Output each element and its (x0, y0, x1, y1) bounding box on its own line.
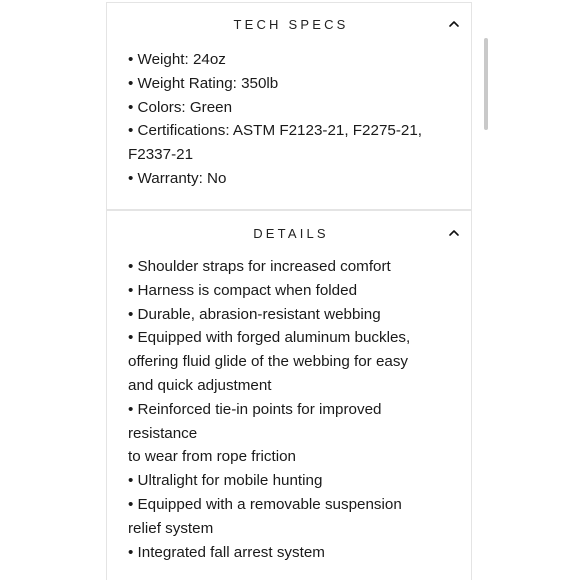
detail-line: offering fluid glide of the webbing for easy (128, 353, 409, 371)
tech-specs-body (107, 45, 471, 191)
detail-line: resistance (128, 424, 198, 442)
detail-line: • Equipped with a removable suspension (128, 495, 402, 513)
tech-specs-header[interactable] (107, 3, 471, 45)
details-accordion (106, 210, 472, 580)
tech-specs-accordion (106, 2, 472, 210)
details-body (107, 255, 471, 564)
detail-line: • Durable, abrasion-resistant webbing (128, 305, 381, 323)
spec-line: • Weight Rating: 350lb (128, 74, 279, 92)
detail-line: • Harness is compact when folded (128, 281, 358, 299)
spec-line: • Warranty: No (128, 169, 227, 187)
detail-line: and quick adjustment (128, 376, 272, 394)
detail-line: • Integrated fall arrest system (128, 543, 325, 561)
detail-line: relief system (128, 519, 214, 537)
detail-line: • Reinforced tie-in points for improved (128, 400, 382, 418)
tech-specs-title: TECH SPECS (233, 16, 349, 32)
detail-line: • Ultralight for mobile hunting (128, 472, 323, 490)
scrollbar-thumb[interactable] (484, 38, 488, 130)
spec-line: • Certifications: ASTM F2123-21, F2275-21, (128, 122, 423, 140)
spec-line: F2337-21 (128, 146, 194, 164)
spec-line: • Colors: Green (128, 98, 233, 116)
detail-line: • Equipped with forged aluminum buckles, (128, 329, 411, 347)
detail-line: • Shoulder straps for increased comfort (128, 258, 391, 275)
chevron-up-icon[interactable] (447, 226, 461, 240)
detail-line: to wear from rope friction (128, 448, 296, 466)
chevron-up-icon[interactable] (447, 17, 461, 31)
spec-line: • Weight: 24oz (128, 51, 226, 68)
details-title: DETAILS (253, 225, 329, 241)
details-header[interactable] (107, 211, 471, 255)
